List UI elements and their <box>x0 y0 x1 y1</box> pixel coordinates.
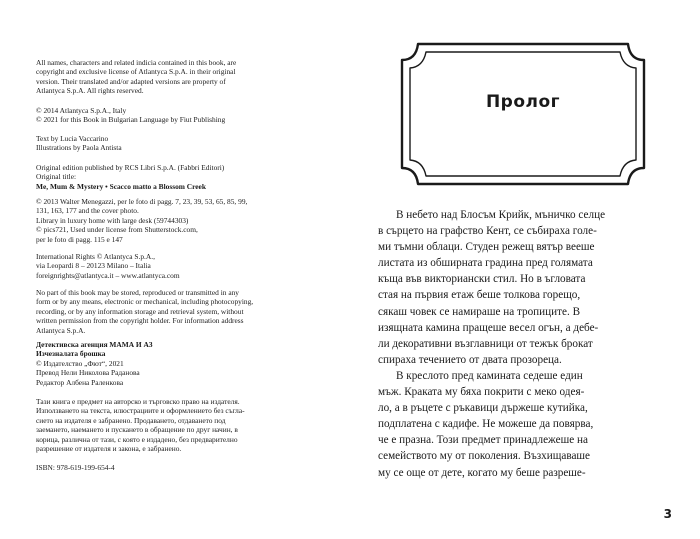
bg-book-title: Детективска агенция МАМА И АЗ <box>36 340 153 349</box>
text-line: В креслото пред камината седеше един <box>396 369 583 382</box>
text-line: version. Their translated and/or adapted versions are property of <box>36 76 226 86</box>
text-line: сието на издателя е забранено. Продаването, отдаването под <box>36 415 226 425</box>
text-line: Original edition published by RCS Libri S.p.A. (Fabbri Editori) <box>36 163 225 172</box>
ornamental-frame <box>396 38 650 190</box>
copyright-page <box>0 0 345 539</box>
text-line: сякаш човек се намираше на тропиците. В <box>378 305 581 318</box>
page-number: 3 <box>663 507 672 521</box>
text-line: Редактор Албена Раленкова <box>36 377 124 387</box>
copyright-years <box>36 106 336 125</box>
text-line: заемането, наемането и пускането в обращение по друг начин, в <box>36 425 238 435</box>
text-line: © pics721, Used under license from Shutterstock.com, <box>36 225 198 235</box>
text-line: Original title: <box>36 172 77 182</box>
text-line: © Издателство „Фют“, 2021 <box>36 358 124 368</box>
text-line: © 2021 for this Book in Bulgarian Language by Fiut Publishing <box>36 115 226 125</box>
text-line: семейството му от поколения. Възхищаваше <box>378 450 591 463</box>
isbn <box>36 463 336 472</box>
text-line: ми тъмни облаци. Студен режещ вятър вееше <box>378 241 595 254</box>
text-line: корица, различна от тази, с която е издадено, без предварително <box>36 434 238 444</box>
text-line: International Rights © Atlantyca S.p.A., <box>36 252 155 261</box>
text-line: В небето над Блосъм Крийк, мъничко селце <box>396 209 606 221</box>
text-line: че е празна. Този предмет принадлежеше на <box>378 434 588 447</box>
bg-rights-notice <box>36 397 336 453</box>
text-line: стая на първия етаж беше толкова горещо, <box>378 289 581 302</box>
text-line: Atlantyca S.p.A. <box>36 325 86 335</box>
text-line: в сърцето на графство Кент, се събираха голе- <box>378 225 597 238</box>
international-rights <box>36 252 336 280</box>
original-edition <box>36 163 336 191</box>
original-title: Me, Mum & Mystery • Scacco matto a Blossom Creek <box>36 181 206 191</box>
text-line: written permission from the copyright holder. For information address <box>36 316 244 326</box>
bg-book-subtitle: Изчезналата брошка <box>36 349 106 359</box>
text-line: Превод Нели Николова Раданова <box>36 368 140 378</box>
text-line: © 2013 Walter Menegazzi, per le foto di pagg. 7, 23, 39, 53, 65, 85, 99, <box>36 197 248 206</box>
text-line: мъж. Краката му бяха покрити с меко одея- <box>378 386 585 399</box>
chapter-title: Пролог <box>485 92 561 112</box>
text-line: ло, а в ръцете с ръкавици държеше кутийка, <box>378 402 588 415</box>
copyright-notice <box>36 58 336 96</box>
text-line: ли декоративни възглавници от тежък брокат <box>378 337 593 350</box>
text-line: © 2014 Atlantyca S.p.A., Italy <box>36 106 127 115</box>
text-line: via Leopardi 8 – 20123 Milano – Italia <box>36 261 151 271</box>
text-line: copyright and exclusive license of Atlantyca S.p.A. in their original <box>36 67 236 77</box>
isbn-text: ISBN: 978-619-199-654-4 <box>36 463 115 472</box>
text-line: Използването на текста, илюстрациите и оформлението без съгла- <box>36 406 245 416</box>
text-line: 131, 163, 177 and the cover photo. <box>36 206 139 216</box>
chapter-text <box>378 207 674 481</box>
text-line: recording, or by any information storage and retrieval system, without <box>36 306 244 316</box>
reproduction-notice <box>36 288 336 335</box>
text-line: Illustrations by Paola Antista <box>36 143 122 153</box>
bulgarian-edition <box>36 340 336 387</box>
chapter-page <box>352 0 700 539</box>
photo-credits <box>36 197 336 244</box>
text-line: му се още от дете, когато му беше разреше- <box>378 466 586 479</box>
text-line: Atlantyca S.p.A. All rights reserved. <box>36 86 144 96</box>
text-line: No part of this book may be stored, reproduced or transmitted in any <box>36 288 239 297</box>
text-line: изящната камина пращеше весел огън, а дебе- <box>378 321 599 334</box>
text-line: спираха течението от двата прозореца. <box>378 353 562 366</box>
text-line: Тази книга е предмет на авторско и търговско право на издателя. <box>36 397 240 406</box>
text-line: разрешение от издателя и закона, е забранено. <box>36 444 182 454</box>
text-line: подплатена с кадифе. Не можеше да повярва, <box>378 418 594 431</box>
text-line: Text by Lucia Vaccarino <box>36 134 109 143</box>
credits <box>36 134 336 153</box>
text-line: All names, characters and related indicia contained in this book, are <box>36 58 237 67</box>
text-line: къща във викториански стил. Но в ъгловата <box>378 273 586 286</box>
text-line: листата из обширната градина пред голямата <box>378 257 593 270</box>
text-line: foreignrights@atlantyca.it – www.atlantyca.com <box>36 270 180 280</box>
text-line: form or by any means, electronic or mechanical, including photocopying, <box>36 297 254 307</box>
text-line: per le foto di pagg. 115 e 147 <box>36 234 123 244</box>
text-line: Library in luxury home with large desk (59744303) <box>36 215 189 225</box>
